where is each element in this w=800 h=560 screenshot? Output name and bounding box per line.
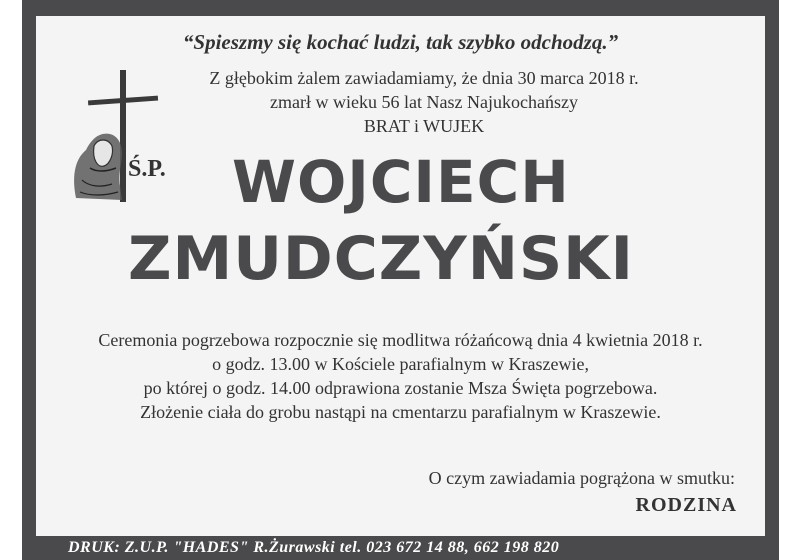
quote: “Spieszmy się kochać ludzi, tak szybko odchodzą.” (182, 30, 619, 54)
obituary-card (36, 16, 765, 536)
prefix-sp: Ś.P. (128, 156, 166, 182)
printer-credit: DRUK: Z.U.P. "HADES" R.Żurawski tel. 023 672 14 88, 662 198 820 (68, 539, 560, 556)
ceremony-line: o godz. 13.00 w Kościele parafialnym w Kraszewie, (212, 354, 589, 374)
ceremony-line: po której o godz. 14.00 odprawiona zostanie Msza Święta pogrzebowa. (143, 378, 658, 398)
informs-text: O czym zawiadamia pogrążona w smutku: (428, 468, 735, 488)
ceremony-line: Ceremonia pogrzebowa rozpocznie się modlitwa różańcową dnia 4 kwietnia 2018 r. (98, 330, 703, 350)
obituary-frame (22, 0, 779, 560)
ceremony-line: Złożenie ciała do grobu nastąpi na cmentarzu parafialnym w Kraszewie. (140, 402, 661, 422)
first-name: WOJCIECH (232, 148, 570, 216)
ceremony-text (36, 328, 765, 424)
intro-line: zmarł w wieku 56 lat Nasz Najukochańszy (270, 92, 578, 112)
intro-line: BRAT i WUJEK (363, 116, 485, 136)
intro-line: Z głębokim żalem zawiadamiamy, że dnia 30 marca 2018 r. (209, 68, 639, 88)
last-name: ZMUDCZYŃSKI (128, 224, 634, 294)
intro-text (174, 66, 674, 138)
jesus-cross-icon (66, 68, 166, 208)
family-signature: RODZINA (635, 494, 737, 516)
